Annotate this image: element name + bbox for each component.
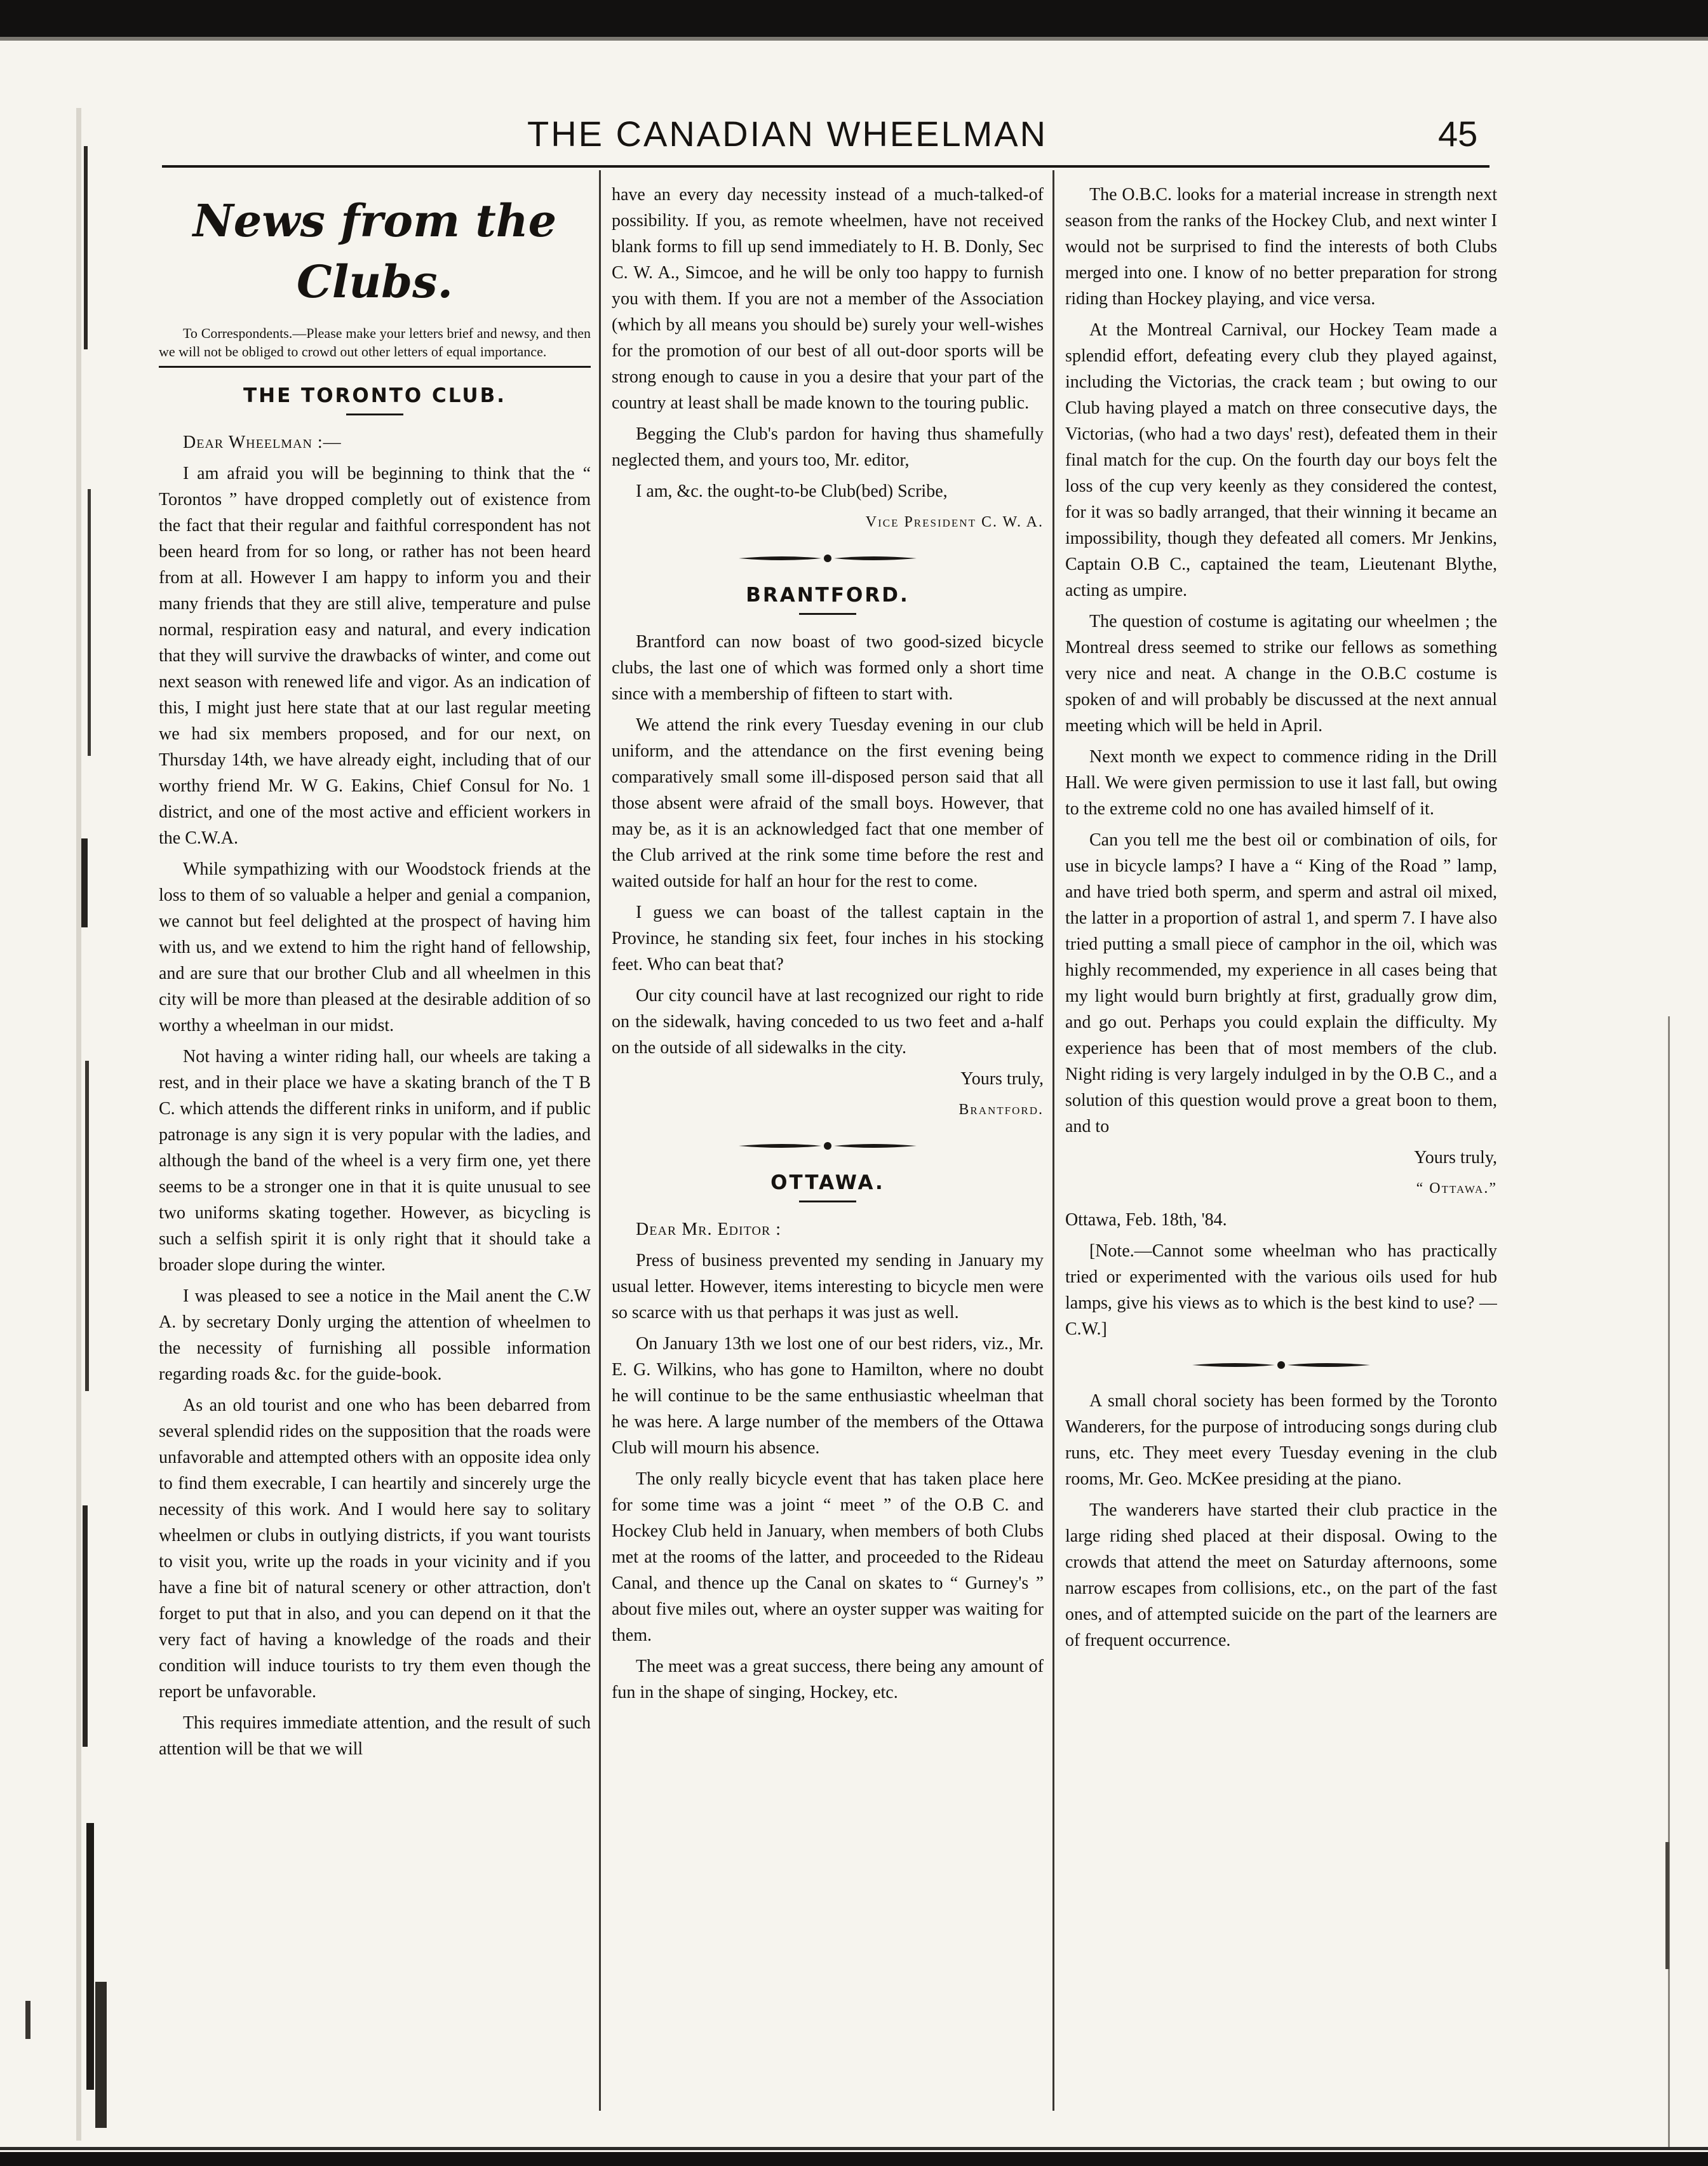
correspondents-notice: To Correspondents.—Please make your letters brief and newsy, and then we will not be obliged to crowd out other letters of equal importance.	[159, 325, 591, 360]
paragraph: On January 13th we lost one of our best riders, viz., Mr. E. G. Wilkins, who has gone to Hamilton, where no doubt he will continue to be the same enthusiastic wheelman that he was here. A large number of the members of the Ottawa Club will mourn his absence.	[612, 1334, 1044, 1458]
section-divider-ornament	[1186, 1359, 1376, 1371]
salutation: Dear Mr. Editor :	[636, 1220, 782, 1239]
paragraph: Can you tell me the best oil or combination of oils, for use in bicycle lamps? I have a “ King of the Road ” lamp, and have tried both sperm, and sperm and astral oil mixed, the latter in a proportion of astral 1, and sperm 7. I have also tried putting a small piece of camphor in the oil, which was highly recommended, my experience in all cases being that my light would burn brightly at first, gradually grow dim, and go out. Perhaps you could explain the difficulty. My experience has been that of most members of the club. Night riding is very largely indulged in by the O.B C., and a solution of this question would prove a great boon to them, and to	[1065, 830, 1497, 1136]
paragraph: have an every day necessity instead of a much-talked-of possibility. If you, as remote wheelmen, have not received blank forms to fill up send immediately to H. B. Donly, Sec C. W. A., Simcoe, and he will be only too happy to furnish you with them. If you are not a member of the Association (which by all means you should be) surely your well-wishes for the promotion of our best of all out-door sports will be strong enough to cause in you a desire that your part of the country at least shall be made known to the touring public.	[612, 185, 1044, 413]
paragraph: Brantford can now boast of two good-sized bicycle clubs, the last one of which was formed only a short time since with a membership of fifteen to start with.	[612, 632, 1044, 704]
notice-rule	[159, 366, 591, 368]
paragraph: Press of business prevented my sending in January my usual letter. However, items interesting to bicycle men were so scarce with us that perhaps it was just as well.	[612, 1251, 1044, 1322]
column-3	[1065, 182, 1497, 2125]
paragraph: Not having a winter riding hall, our wheels are taking a rest, and in their place we have a skating branch of the T B C. which attends the different rinks in uniform, and if public patronage is any sign it is very popular with the ladies, and although the band of the wheel is a very firm one, yet there seems to be a stronger one in that it is quite unusual to see two uniforms skating together. However, as bicycling is such a selfish spirit it is only right that it should take a broader slope during the winter.	[159, 1047, 591, 1275]
paragraph: I was pleased to see a notice in the Mail anent the C.W A. by secretary Donly urging the attention of wheelmen to the necessity of furnishing all possible information regarding roads &c. for the guide-book.	[159, 1286, 591, 1384]
paragraph: The question of costume is agitating our wheelmen ; the Montreal dress seemed to strike our fellows as something very nice and neat. A change in the O.B.C costume is spoken of and will probably be discussed at the next annual meeting which will be held in April.	[1065, 612, 1497, 736]
signature: Vice President C. W. A.	[865, 514, 1044, 530]
scan-right-edge	[1651, 1016, 1690, 2147]
scan-border-top-shadow	[0, 37, 1708, 41]
column-rule-1	[599, 170, 601, 2111]
editor-note: [Note.—Cannot some wheelman who has practically tried or experimented with the various oils used for hub lamps, give his views as to which is the best kind to use? —C.W.]	[1065, 1241, 1497, 1339]
paragraph: The meet was a great success, there being any amount of fun in the shape of singing, Hockey, etc.	[612, 1657, 1044, 1702]
heading-ottawa: OTTAWA.	[770, 1171, 885, 1194]
header-rule	[162, 165, 1489, 168]
paragraph: While sympathizing with our Woodstock friends at the loss to them of so valuable a helper and genial a companion, we cannot but feel delighted at the prospect of having him with us, and we extend to him the right hand of fellowship, and are sure that our brother Club and all wheelmen in this city will be more than pleased at the desirable addition of so worthy a wheelman in our midst.	[159, 859, 591, 1035]
scan-binding-edge	[0, 108, 127, 2141]
paragraph: I guess we can boast of the tallest captain in the Province, he standing six feet, four inches in his stocking feet. Who can beat that?	[612, 903, 1044, 974]
closing: Yours truly,	[1414, 1148, 1497, 1167]
paragraph: The wanderers have started their club practice in the large riding shed placed at their disposal. Owing to the crowds that attend the meet on Saturday afternoons, some narrow escapes from collisions, etc., on the part of the fast ones, and of attempted suicide on the part of the learners are of frequent occurrence.	[1065, 1500, 1497, 1650]
section-divider-ornament	[732, 1140, 923, 1152]
heading-toronto-club: THE TORONTO CLUB.	[243, 384, 506, 407]
scan-border-top	[0, 0, 1708, 37]
paragraph: Our city council have at last recognized our right to ride on the sidewalk, having conceded to us two feet and a-half on the outside of all sidewalks in the city.	[612, 986, 1044, 1058]
column-rule-2	[1052, 170, 1054, 2111]
paragraph: At the Montreal Carnival, our Hockey Team made a splendid effort, defeating every club they played against, including the Victorias, the crack team ; but owing to our Club having played a match on three consecutive days, the Victorias, (who had a two days' rest), defeated them in their final match for the cup. On the fourth day our boys felt the loss of the cup very keenly as they considered the contest, for it was so badly arranged, that their winning it became an impossibility, though they defeated all comers. Mr Jenkins, Captain O.B C., captained the team, Lieutenant Blythe, acting as umpire.	[1065, 320, 1497, 600]
section-divider-ornament	[732, 552, 923, 565]
salutation: Dear Wheelman :—	[183, 433, 342, 452]
heading-brantford: BRANTFORD.	[746, 584, 910, 607]
signature: Brantford.	[958, 1101, 1044, 1118]
paragraph: This requires immediate attention, and the result of such attention will be that we will	[159, 1713, 591, 1759]
paragraph: We attend the rink every Tuesday evening in our club uniform, and the attendance on the first evening being comparatively small some ill-disposed person said that all those absent were afraid of the small boys. However, that may be, as it is an acknowledged fact that one member of the Club arrived at the rink some time before the rest and waited outside for half an hour for the rest to come.	[612, 715, 1044, 891]
running-head-title: THE CANADIAN WHEELMAN	[527, 114, 1048, 154]
scan-border-bottom-shadow	[0, 2147, 1708, 2150]
paragraph: The O.B.C. looks for a material increase in strength next season from the ranks of the Hockey Club, and next winter I would not be surprised to find the interests of both Clubs merged into one. I know of no better preparation for strong riding than Hockey playing, and vice versa.	[1065, 185, 1497, 309]
page-number: 45	[1438, 114, 1478, 154]
closing: Yours truly,	[960, 1069, 1044, 1089]
paragraph: Begging the Club's pardon for having thus shamefully neglected them, and yours too, Mr. editor,	[612, 424, 1044, 470]
signature: “ Ottawa.”	[1416, 1180, 1497, 1197]
paragraph: Next month we expect to commence riding in the Drill Hall. We were given permission to use it last fall, but owing to the extreme cold no one has availed himself of it.	[1065, 747, 1497, 819]
paragraph: The only really bicycle event that has taken place here for some time was a joint “ meet ” of the O.B C. and Hockey Club held in January, when members of both Clubs met at the rooms of the latter, and proceeded to the Rideau Canal, and thence up the Canal on skates to “ Gurney's ” about five miles out, where an oyster supper was waiting for them.	[612, 1469, 1044, 1645]
heading-underline	[799, 613, 856, 615]
scan-border-bottom	[0, 2152, 1708, 2166]
paragraph: I am, &c. the ought-to-be Club(bed) Scribe,	[636, 481, 948, 501]
paragraph: A small choral society has been formed by the Toronto Wanderers, for the purpose of introducing songs during club runs, etc. They meet every Tuesday evening in the club rooms, Mr. Geo. McKee presiding at the piano.	[1065, 1391, 1497, 1489]
paragraph: As an old tourist and one who has been debarred from several splendid rides on the supposition that the roads were unfavorable and attempted others with an opposite idea only to find them execrable, I can heartily and sincerely urge the necessity of this work. And I would here say to solitary wheelmen or clubs in outlying districts, if you want tourists to visit you, write up the roads in your vicinity and if you have a fine bit of natural scenery or other attraction, don't forget to put that in also, and you can depend on it that the very fact of having a knowledge of the roads and their condition will induce tourists to try them even though the report be unfavorable.	[159, 1396, 591, 1702]
dateline: Ottawa, Feb. 18th, '84.	[1065, 1210, 1227, 1230]
heading-underline	[799, 1201, 856, 1202]
paragraph: I am afraid you will be beginning to think that the “ Torontos ” have dropped completly out of existence from the fact that their regular and faithful correspondent has not been heard from for so long, or rather has not been heard from at all. However I am happy to inform you and their many friends that they are still alive, temperature and pulse normal, respiration easy and natural, and every indication that they will survive the drawbacks of winter, and come out next season with renewed life and vigor. As an indication of this, I might just here state that at our last regular meeting we had six members proposed, and for our next, on Thursday 14th, we have already eight, including that of our worthy friend Mr. W G. Eakins, Chief Consul for No. 1 district, and one of the most active and efficient workers in the C.W.A.	[159, 464, 591, 848]
column-1	[159, 182, 591, 2125]
heading-underline	[346, 414, 403, 415]
section-masthead: News from the Clubs.	[192, 194, 557, 308]
column-2	[612, 182, 1044, 2125]
